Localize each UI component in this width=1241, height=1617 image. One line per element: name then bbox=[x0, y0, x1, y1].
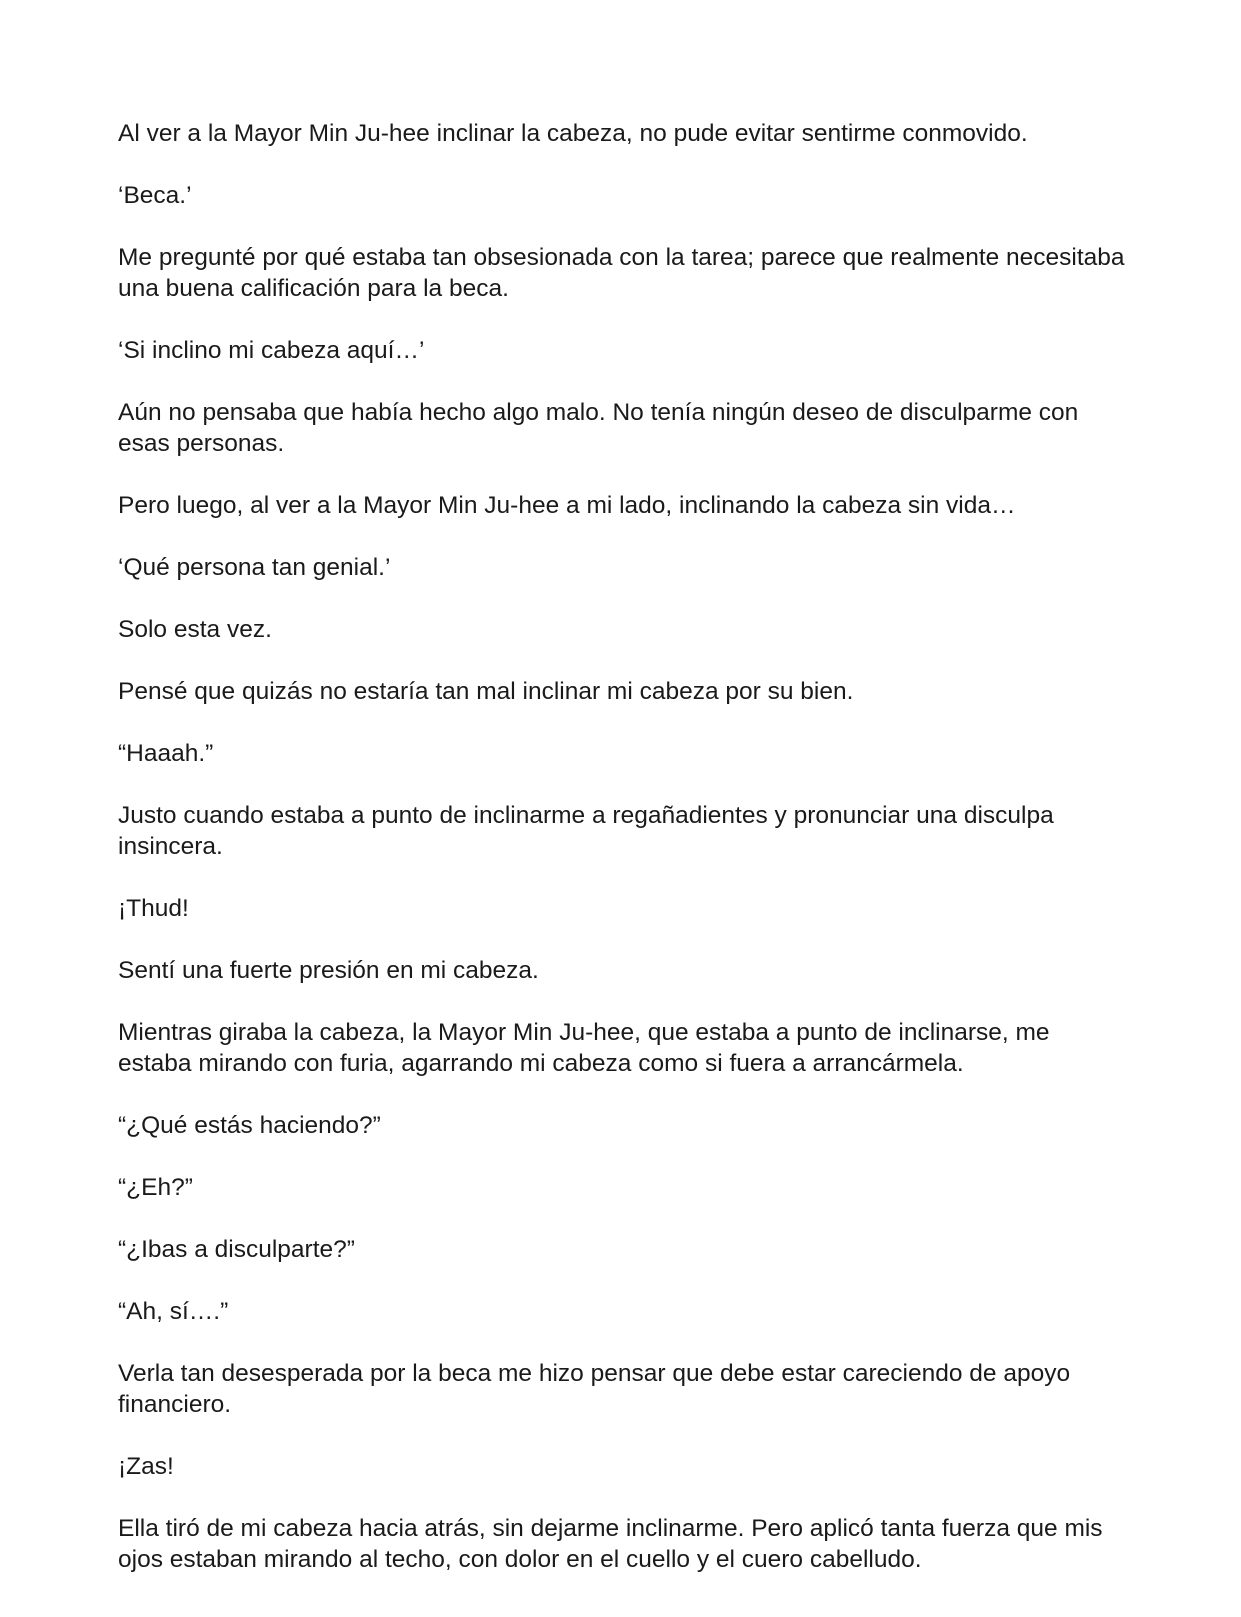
paragraph: Pero luego, al ver a la Mayor Min Ju-hee a mi lado, inclinando la cabeza sin vida… bbox=[118, 492, 1016, 519]
paragraph: “¿Eh?” bbox=[118, 1174, 193, 1201]
paragraph: “Ah, sí….” bbox=[118, 1298, 229, 1325]
paragraph: Mientras giraba la cabeza, la Mayor Min Ju-hee, que estaba a punto de inclinarse, me estaba mirando con furia, agarrando mi cabeza como si fuera a arrancármela. bbox=[118, 1019, 1050, 1077]
paragraph: ¡Zas! bbox=[118, 1453, 174, 1480]
paragraph: Me pregunté por qué estaba tan obsesionada con la tarea; parece que realmente necesitaba una buena calificación para la beca. bbox=[118, 244, 1125, 302]
paragraph: ‘Beca.’ bbox=[118, 182, 192, 209]
paragraph: “Haaah.” bbox=[118, 740, 214, 767]
document-body bbox=[118, 118, 1128, 1606]
paragraph: ‘Qué persona tan genial.’ bbox=[118, 554, 391, 581]
paragraph: Justo cuando estaba a punto de inclinarme a regañadientes y pronunciar una disculpa insincera. bbox=[118, 802, 1054, 860]
paragraph: Verla tan desesperada por la beca me hizo pensar que debe estar careciendo de apoyo financiero. bbox=[118, 1360, 1071, 1418]
paragraph: Sentí una fuerte presión en mi cabeza. bbox=[118, 957, 539, 984]
paragraph: Solo esta vez. bbox=[118, 616, 272, 643]
paragraph: ‘Si inclino mi cabeza aquí…’ bbox=[118, 337, 425, 364]
paragraph: Pensé que quizás no estaría tan mal inclinar mi cabeza por su bien. bbox=[118, 678, 854, 705]
paragraph: Aún no pensaba que había hecho algo malo. No tenía ningún deseo de disculparme con esas personas. bbox=[118, 399, 1079, 457]
paragraph: Al ver a la Mayor Min Ju-hee inclinar la cabeza, no pude evitar sentirme conmovido. bbox=[118, 120, 1028, 147]
paragraph: ¡Thud! bbox=[118, 895, 189, 922]
paragraph: Ella tiró de mi cabeza hacia atrás, sin dejarme inclinarme. Pero aplicó tanta fuerza que mis ojos estaban mirando al techo, con dolor en el cuello y el cuero cabelludo. bbox=[118, 1515, 1103, 1573]
paragraph: “¿Ibas a disculparte?” bbox=[118, 1236, 355, 1263]
paragraph: “¿Qué estás haciendo?” bbox=[118, 1112, 381, 1139]
